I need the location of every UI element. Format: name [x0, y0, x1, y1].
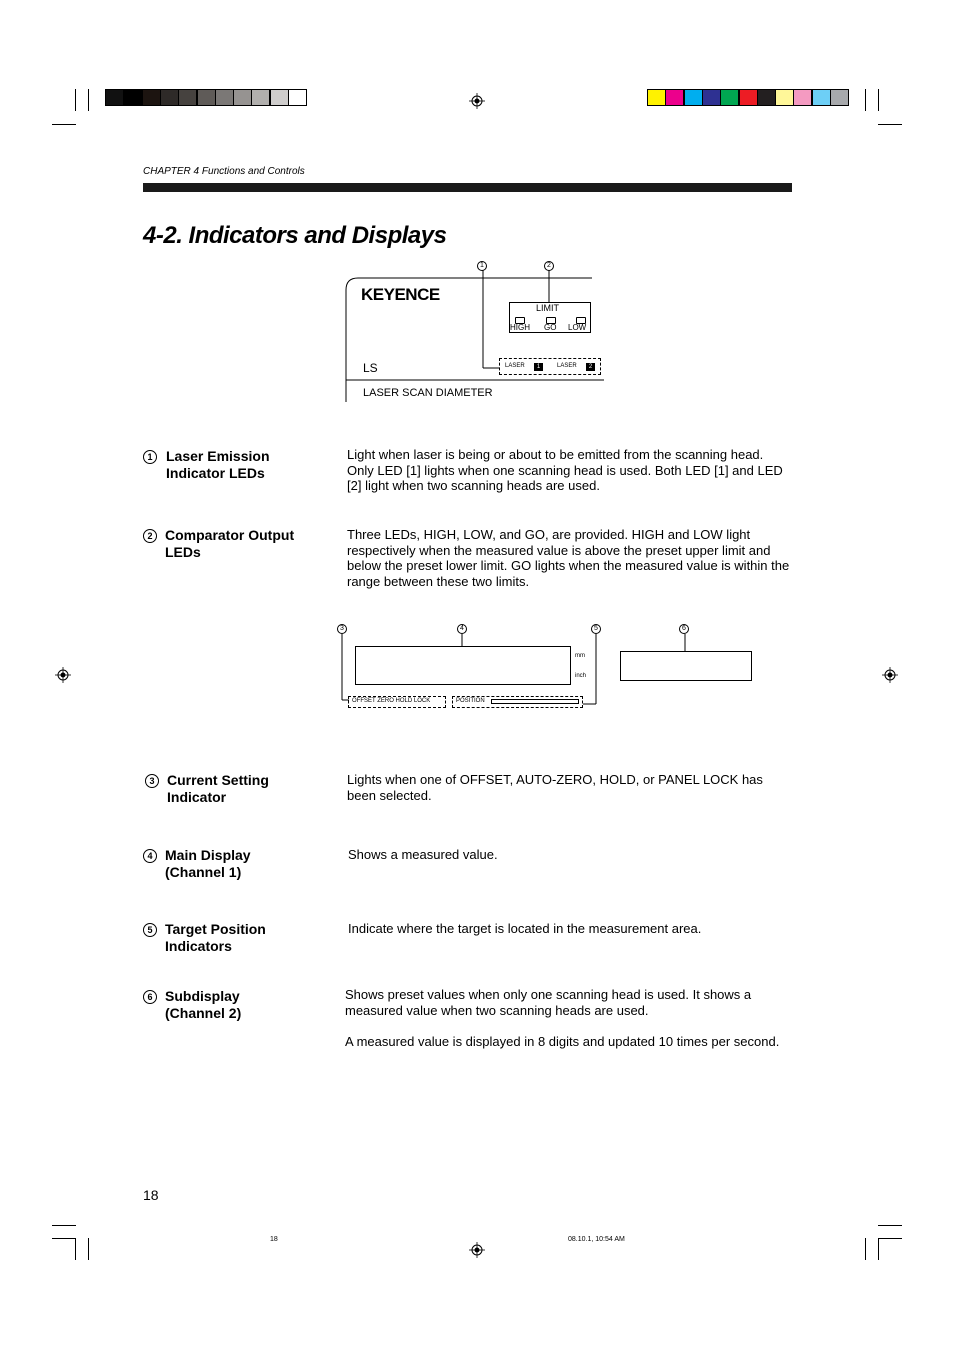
header-rule: [143, 183, 792, 192]
registration-mark-icon: [469, 1242, 485, 1258]
gray-swatch: [123, 89, 142, 106]
crop-mark: [52, 1238, 76, 1239]
crop-mark: [75, 1238, 76, 1260]
crop-mark: [52, 124, 76, 125]
laser1-number: 1: [534, 363, 543, 371]
gray-swatch: [178, 89, 197, 106]
item-number: 1: [143, 450, 157, 464]
callout-leader-lines: [470, 258, 570, 373]
color-swatch: [665, 89, 684, 106]
led-label-go: GO: [544, 323, 557, 332]
color-swatch: [757, 89, 776, 106]
unit-mm: mm: [575, 653, 585, 659]
page-number: 18: [143, 1187, 159, 1203]
crop-mark: [52, 1225, 76, 1226]
description-line: Shows a measured value.: [348, 847, 498, 862]
item-description: [348, 921, 798, 937]
gray-swatch: [233, 89, 252, 106]
description-line: range between these two limits.: [347, 573, 530, 589]
callout-6: 6: [679, 624, 689, 634]
position-label: POSITION: [456, 698, 485, 704]
item-description: [347, 527, 797, 589]
crop-mark: [878, 1225, 902, 1226]
setting-indicator-labels: OFFSET ZERO HOLD LOCK: [352, 698, 431, 704]
description-line: below the preset lower limit. GO lights when the measured value is within the: [347, 558, 790, 573]
gray-swatch: [215, 89, 234, 106]
item-title-line: Laser Emission: [166, 448, 270, 464]
description-line: Lights when one of OFFSET, AUTO-ZERO, HOLD, or PANEL LOCK has: [347, 772, 763, 787]
crop-mark: [75, 89, 76, 111]
color-swatch: [647, 89, 666, 106]
description-line: [2] light when two scanning heads are used.: [347, 478, 600, 493]
item-number: 4: [143, 849, 157, 863]
color-swatch: [775, 89, 794, 106]
description-line: respectively when the measured value is above the preset upper limit and: [347, 542, 771, 558]
item-number: 2: [143, 529, 157, 543]
item-title: [167, 772, 269, 806]
item-title: [165, 988, 241, 1022]
gray-swatch: [142, 89, 161, 106]
item-title: [166, 448, 270, 482]
registration-mark-icon: [55, 667, 71, 683]
description-line: Indicate where the target is located in the measurement area.: [348, 921, 702, 936]
panel-caption: LASER SCAN DIAMETER: [363, 387, 493, 399]
item-title-line: Indicator: [167, 789, 227, 805]
description-line: A measured value is displayed in 8 digits and updated 10 times per second.: [345, 1034, 780, 1049]
laser1-label: LASER: [505, 363, 525, 369]
item-title: [165, 527, 294, 561]
item-title-line: Subdisplay: [165, 988, 240, 1004]
brand-logo: KEYENCE: [361, 285, 440, 304]
item-title-line: (Channel 2): [165, 1005, 242, 1021]
crop-mark: [878, 1238, 879, 1260]
gray-swatch: [270, 89, 289, 106]
item-title: [165, 921, 266, 955]
color-swatch: [739, 89, 758, 106]
model-label: LS: [363, 361, 378, 375]
chapter-header: CHAPTER 4 Functions and Controls: [143, 166, 305, 177]
callout-2: 2: [544, 261, 554, 271]
gray-swatch: [288, 89, 307, 106]
color-swatch: [720, 89, 739, 106]
led-label-low: LOW: [568, 323, 587, 332]
item-number: 6: [143, 990, 157, 1004]
item-title-line: (Channel 1): [165, 864, 242, 880]
laser2-number: 2: [586, 363, 595, 371]
description-line: Light when laser is being or about to be emitted from the scanning head.: [347, 447, 764, 462]
description-line: Shows preset values when only one scanning head is used. It shows a: [345, 987, 752, 1002]
item-title-line: Main Display: [165, 847, 251, 863]
crop-mark: [865, 89, 866, 111]
item-title-line: Target Position: [165, 921, 266, 937]
color-swatch: [793, 89, 812, 106]
registration-mark-icon: [882, 667, 898, 683]
color-swatch: [684, 89, 703, 106]
item-title: [165, 847, 251, 881]
registration-mark-icon: [469, 93, 485, 109]
item-title-line: Current Setting: [167, 772, 269, 788]
callout-5: 5: [591, 624, 601, 634]
description-line: [345, 1018, 795, 1034]
item-number: 5: [143, 923, 157, 937]
main-display-window: [355, 646, 571, 685]
item-title-line: LEDs: [165, 544, 201, 560]
unit-inch: inch: [575, 673, 587, 679]
item-description: [348, 847, 798, 863]
color-swatch: [812, 89, 831, 106]
page-title: 4-2. Indicators and Displays: [143, 222, 447, 249]
crop-mark: [878, 89, 879, 111]
crop-mark: [878, 1238, 902, 1239]
gray-swatch: [105, 89, 124, 106]
callout-1: 1: [477, 261, 487, 271]
gray-swatch: [197, 89, 216, 106]
crop-mark: [865, 1238, 866, 1260]
sub-display-window: [620, 651, 752, 681]
item-title-line: Comparator Output: [165, 527, 295, 543]
item-description: [345, 987, 795, 1050]
crop-mark: [878, 124, 902, 125]
item-description: [347, 447, 797, 494]
description-line: Only LED [1] lights when one scanning head is used. Both LED [1] and LED: [347, 462, 783, 478]
slug-page-number: 18: [270, 1236, 278, 1243]
callout-4: 4: [457, 624, 467, 634]
color-swatch: [830, 89, 849, 106]
gray-swatch: [251, 89, 270, 106]
laser2-label: LASER: [557, 363, 577, 369]
color-swatch: [702, 89, 721, 106]
description-line: measured value when two scanning heads are used.: [345, 1002, 649, 1018]
limit-title: LIMIT: [536, 303, 560, 313]
crop-mark: [88, 1238, 89, 1260]
led-label-high: HIGH: [510, 323, 530, 332]
gray-swatch: [160, 89, 179, 106]
crop-mark: [88, 89, 89, 111]
description-line: Three LEDs, HIGH, LOW, and GO, are provided. HIGH and LOW light: [347, 527, 751, 542]
callout-3: 3: [337, 624, 347, 634]
slug-timestamp: 08.10.1, 10:54 AM: [568, 1236, 625, 1243]
position-bar: [491, 699, 579, 704]
item-number: 3: [145, 774, 159, 788]
item-title-line: Indicator LEDs: [166, 465, 265, 481]
item-description: [347, 772, 797, 803]
item-title-line: Indicators: [165, 938, 232, 954]
description-line: been selected.: [347, 787, 432, 803]
